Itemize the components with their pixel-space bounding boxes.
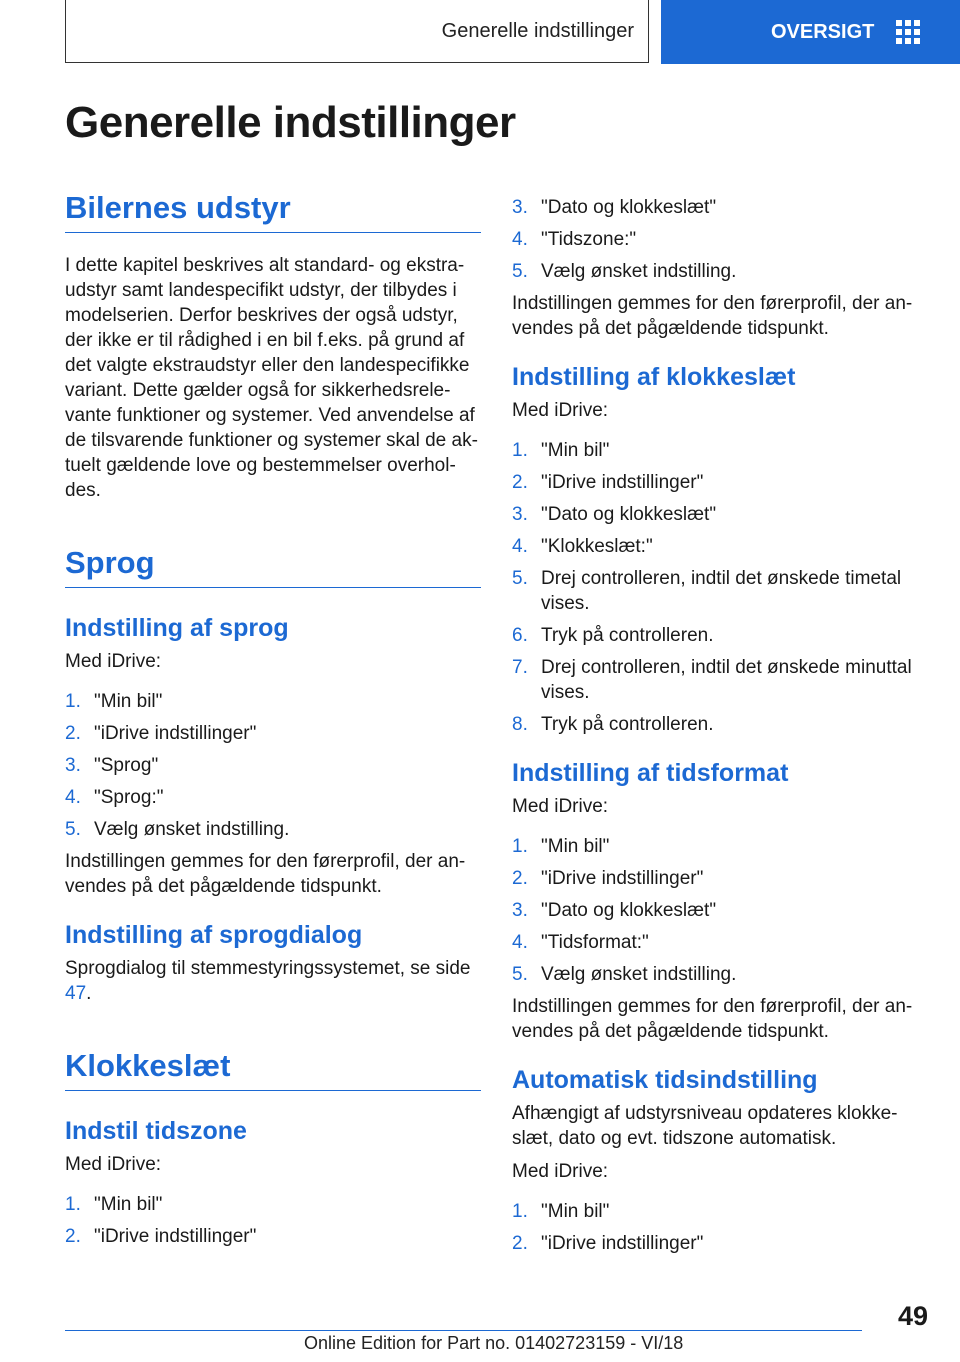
subheading-language-dialog: Indstilling af sprogdialog [65,921,363,949]
list-item: 5. Vælg ønsket indstilling. [512,261,737,282]
subheading-language-setting: Indstilling af sprog [65,614,289,642]
heading-clock: Klokkeslæt [65,1048,481,1091]
grid-icon [896,20,920,44]
list-item: 2. "iDrive indstillinger" [65,723,257,744]
list-item: 2. "iDrive indstillinger" [512,868,704,889]
list-item: 3. "Dato og klokkeslæt" [512,197,717,218]
subheading-timezone: Indstil tidszone [65,1117,247,1145]
list-item: 2. "iDrive indstillinger" [512,1233,704,1254]
list-item: 5. Drej controlleren, indtil det ønskede timetal vises. [512,568,902,614]
list-item: 1. "Min bil" [512,836,610,857]
list-item: 7. Drej controlleren, indtil det ønskede minuttal vises. [512,657,912,703]
page-number: 49 [897,1301,928,1331]
set-time-intro: Med iDrive: [512,400,609,421]
subheading-time-format: Indstilling af tidsformat [512,759,789,787]
heading-equipment: Bilernes udstyr [65,190,481,233]
list-item: 8. Tryk på controlleren. [512,714,714,735]
header-section-title: Generelle indstillinger [441,19,634,42]
overview-nav-button[interactable] [661,0,960,64]
list-item: 3. "Dato og klokkeslæt" [512,504,717,525]
timezone-steps-continued [512,195,924,284]
list-item: 1. "Min bil" [65,1194,163,1215]
timezone-intro: Med iDrive: [65,1154,162,1175]
page-title: Generelle indstillinger [65,98,516,147]
list-item: 4. "Sprog:" [65,787,164,808]
list-item: 4. "Tidszone:" [512,229,637,250]
list-item: 5. Vælg ønsket indstilling. [512,964,737,985]
overview-nav-label: OVERSIGT [771,20,875,43]
list-item: 2. "iDrive indstillinger" [65,1226,257,1247]
auto-time-text: Afhængigt af udstyrsniveau opdateres klokkeslæt, dato og evt. tidszone automatisk. [512,1103,898,1149]
auto-time-intro: Med iDrive: [512,1161,609,1182]
list-item: 1. "Min bil" [65,691,163,712]
language-intro: Med iDrive: [65,651,162,672]
list-item: 2. "iDrive indstillinger" [512,472,704,493]
subheading-auto-time: Automatisk tidsindstilling [512,1066,818,1094]
list-item: 1. "Min bil" [512,1201,610,1222]
list-item: 3. "Sprog" [65,755,159,776]
language-dialog-text: Sprogdialog til stemmestyringssystemet, se side 47. [65,958,471,1004]
header-section-tab [65,0,649,63]
language-note: Indstillingen gemmes for den førerprofil, der anvendes på det pågældende tidspunkt. [65,851,466,897]
time-format-note: Indstillingen gemmes for den førerprofil, der anvendes på det pågældende tidspunkt. [512,996,913,1042]
list-item: 1. "Min bil" [512,440,610,461]
footer-edition: Online Edition for Part no. 01402723159 - VI/18 [304,1333,684,1353]
equipment-text: I dette kapitel beskrives alt standard- og ekstraudstyr samt landespecifikt udstyr, der tilbydes i modelserien. Derfor beskrives der også udstyr, der ikke er til rådighed i en bil f.eks. på grund af det valgte ekstraudstyr eller den landespecifikke variant. Dette gælder også for sikkerhedsrelevante funktioner og systemer. Ved anvendelse af de tilsvarende funktioner og systemer skal de aktuelt gældende love og bestemmelser overholdes. [65,255,478,501]
auto-time-steps [512,1199,924,1256]
list-item: 5. Vælg ønsket indstilling. [65,819,290,840]
timezone-steps [65,1192,481,1249]
time-format-steps [512,834,924,987]
right-column [512,190,924,1263]
list-item: 3. "Dato og klokkeslæt" [512,900,717,921]
list-item: 4. "Tidsformat:" [512,932,649,953]
footer-divider [65,1330,862,1331]
list-item: 6. Tryk på controlleren. [512,625,714,646]
timezone-note: Indstillingen gemmes for den førerprofil, der anvendes på det pågældende tidspunkt. [512,293,913,339]
list-item: 4. "Klokkeslæt:" [512,536,653,557]
subheading-set-time: Indstilling af klokkeslæt [512,363,796,391]
set-time-steps [512,438,924,737]
language-steps [65,689,481,842]
left-column [65,190,481,1256]
heading-language: Sprog [65,545,481,588]
time-format-intro: Med iDrive: [512,796,609,817]
page-link[interactable]: 47 [65,983,87,1004]
